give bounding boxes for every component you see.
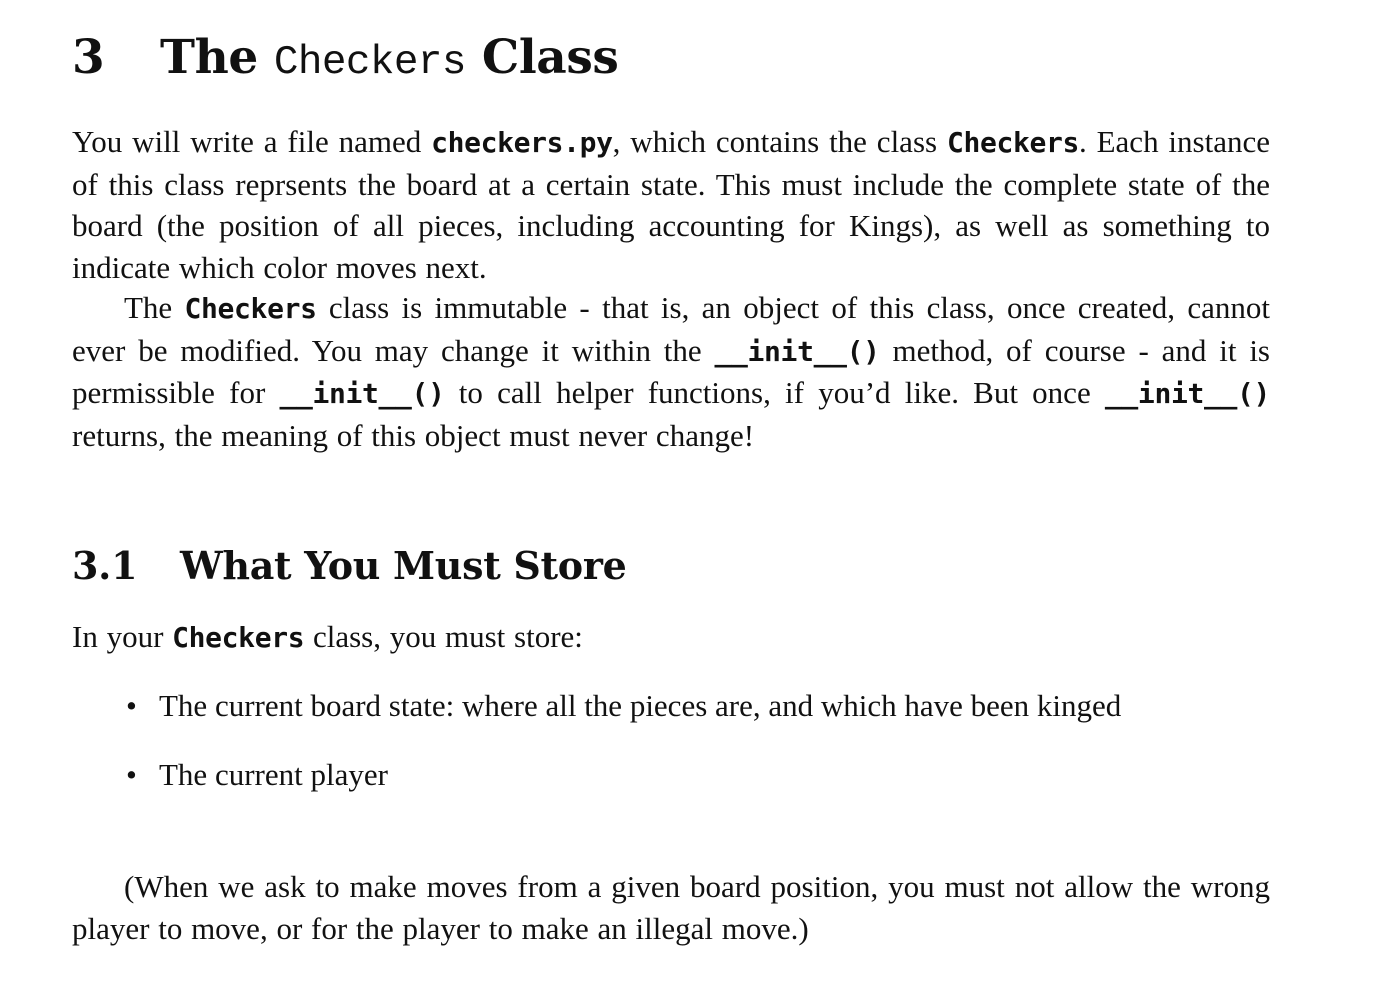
move-rules-text: (When we ask to make moves from a given board position, you must not allow the wrong player to move, or for the player to make an illegal move.) (72, 869, 1270, 946)
section-heading (72, 30, 618, 88)
storage-checkers-code: Checkers (172, 621, 305, 654)
immutability-checkers-code: Checkers (184, 292, 317, 325)
section-title-code: Checkers (273, 40, 466, 86)
checkers-class-code: Checkers (946, 126, 1079, 159)
board-state-item-text: The current board state: where all the pieces are, and which have been kinged (159, 688, 1122, 723)
move-rules-paragraph (72, 866, 1270, 949)
immutability-text-2: class is immutable - that is, an object of this class, once created, cannot ever be modified. You may change it within the (72, 290, 1270, 368)
checkers-file-code: checkers.py (431, 126, 613, 159)
intro-paragraph (72, 121, 1270, 288)
immutability-text-1: The (124, 290, 185, 325)
subsection-number: 3.1 (72, 543, 138, 588)
immutability-text-3: method, of course - and it is permissible for (72, 332, 1270, 411)
init-method-code-3: __init__() (1104, 377, 1270, 411)
subsection-title: What You Must Store (180, 543, 627, 588)
immutability-paragraph (72, 287, 1270, 456)
immutability-text-4: to call helper functions, if you’d like. But once (444, 375, 1105, 411)
section-title-suffix: Class (465, 30, 619, 85)
list-item (72, 685, 1270, 727)
storage-intro-text-1: In your (72, 619, 173, 654)
intro-text-3: . Each instance of this class reprsents the board at a certain state. This must include the complete state of the board (the position of all pieces, including accounting for Kings), as well as something to indicate which color moves next. (72, 124, 1270, 285)
intro-text-2: , which contains the class (612, 124, 947, 159)
bullet-marker-icon: • (126, 756, 137, 792)
storage-intro-text-2: class, you must store: (304, 619, 583, 654)
section-number: 3 (72, 30, 105, 85)
init-method-code-2: __init__() (279, 377, 445, 411)
storage-bullet-list (72, 685, 1270, 795)
storage-intro-paragraph (72, 616, 1270, 659)
init-method-code-1: __init__() (714, 334, 880, 368)
immutability-text-5: returns, the meaning of this object must never change! (72, 417, 755, 453)
subsection-heading (72, 543, 626, 589)
section-title-prefix: The (160, 30, 274, 85)
list-item (72, 754, 1270, 796)
intro-text-1: You will write a file named (72, 124, 432, 159)
current-player-item-text: The current player (159, 756, 388, 792)
bullet-marker-icon: • (126, 688, 137, 723)
